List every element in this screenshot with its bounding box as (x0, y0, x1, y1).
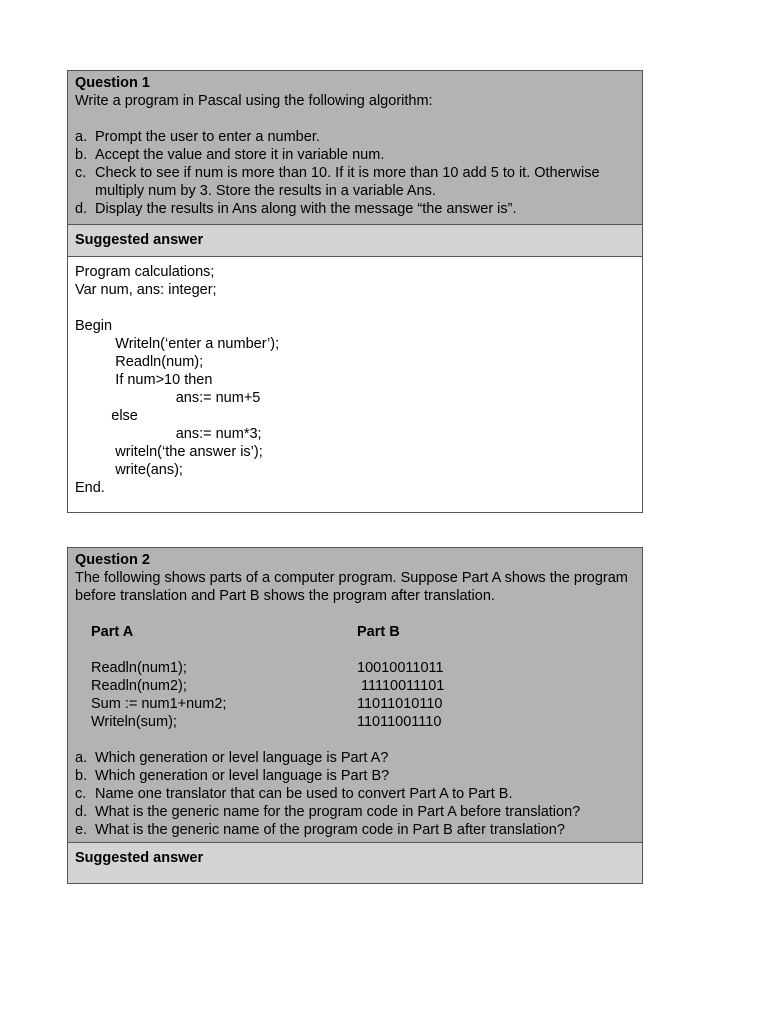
q1-answer-code (68, 256, 642, 512)
part-a-line: Sum := num1+num2; (91, 696, 227, 712)
parts-row (75, 659, 635, 677)
question-1-section (68, 71, 642, 224)
q2-item-b (75, 767, 635, 785)
q1-item-text: Check to see if num is more than 10. If it is more than 10 add 5 to it. Otherwise multiply num by 3. Store the results in a variable Ans. (95, 165, 600, 199)
q1-answer-header: Suggested answer (75, 232, 204, 248)
code-line (75, 299, 635, 317)
code-line: Program calculations; (75, 264, 215, 280)
part-a-line: Readln(num1); (91, 660, 187, 676)
q2-answer-header: Suggested answer (75, 850, 204, 866)
q2-item-a (75, 749, 635, 767)
q2-item-d (75, 803, 635, 821)
q1-item-marker: d. (75, 201, 88, 217)
code-line: Var num, ans: integer; (75, 282, 217, 298)
q2-item-text: Which generation or level language is Part A? (95, 750, 389, 766)
code-line: End. (75, 480, 105, 496)
q1-item-a (75, 128, 635, 146)
part-a-line: Readln(num2); (91, 678, 187, 694)
q1-item-marker: a. (75, 129, 88, 145)
q2-item-marker: d. (75, 804, 88, 820)
question-1-box (67, 70, 643, 513)
q2-item-text: Which generation or level language is Part B? (95, 768, 390, 784)
code-line: ans:= num+5 (75, 390, 261, 406)
code-line: If num>10 then (75, 372, 213, 388)
question-2-section (68, 548, 642, 842)
code-line: Writeln(‘enter a number’); (75, 336, 280, 352)
q1-item-text: Display the results in Ans along with the message “the answer is”. (95, 201, 517, 217)
part-a-line: Writeln(sum); (91, 714, 177, 730)
code-line: else (75, 408, 138, 424)
part-b-line: 10010011011 (357, 660, 444, 676)
part-a-header: Part A (91, 624, 134, 640)
q2-item-marker: b. (75, 768, 88, 784)
parts-row (75, 677, 635, 695)
q2-item-marker: e. (75, 822, 88, 838)
code-line: write(ans); (75, 462, 183, 478)
q1-answer-header-section (68, 224, 642, 256)
question-2-title: Question 2 (75, 552, 150, 568)
part-b-header: Part B (357, 624, 400, 640)
question-1-intro: Write a program in Pascal using the following algorithm: (75, 93, 433, 109)
q1-item-d (75, 200, 635, 218)
code-line: writeln(‘the answer is’); (75, 444, 263, 460)
code-line: ans:= num*3; (75, 426, 262, 442)
q2-item-e (75, 821, 635, 839)
part-b-line: 11011001110 (357, 714, 442, 730)
q1-item-marker: b. (75, 147, 88, 163)
question-2-box (67, 547, 643, 884)
part-b-line: 11011010110 (357, 696, 443, 712)
parts-header-row (75, 623, 635, 641)
q2-item-c (75, 785, 635, 803)
parts-row (75, 695, 635, 713)
q1-item-b (75, 146, 635, 164)
q2-item-text: What is the generic name of the program code in Part B after translation? (95, 822, 565, 838)
q2-item-text: Name one translator that can be used to convert Part A to Part B. (95, 786, 513, 802)
part-b-line: 11110011101 (357, 678, 445, 694)
code-line: Readln(num); (75, 354, 204, 370)
q2-answer-header-section (68, 842, 642, 883)
question-1-title: Question 1 (75, 75, 150, 91)
q2-item-text: What is the generic name for the program code in Part A before translation? (95, 804, 581, 820)
q2-item-marker: c. (75, 786, 87, 802)
q2-item-marker: a. (75, 750, 88, 766)
q1-item-text: Prompt the user to enter a number. (95, 129, 320, 145)
q1-item-c (75, 164, 635, 200)
q1-item-text: Accept the value and store it in variable num. (95, 147, 385, 163)
q1-item-marker: c. (75, 165, 87, 181)
code-line: Begin (75, 318, 113, 334)
question-2-intro: The following shows parts of a computer program. Suppose Part A shows the program before translation and Part B shows the program after translation. (75, 570, 628, 604)
parts-row (75, 713, 635, 731)
